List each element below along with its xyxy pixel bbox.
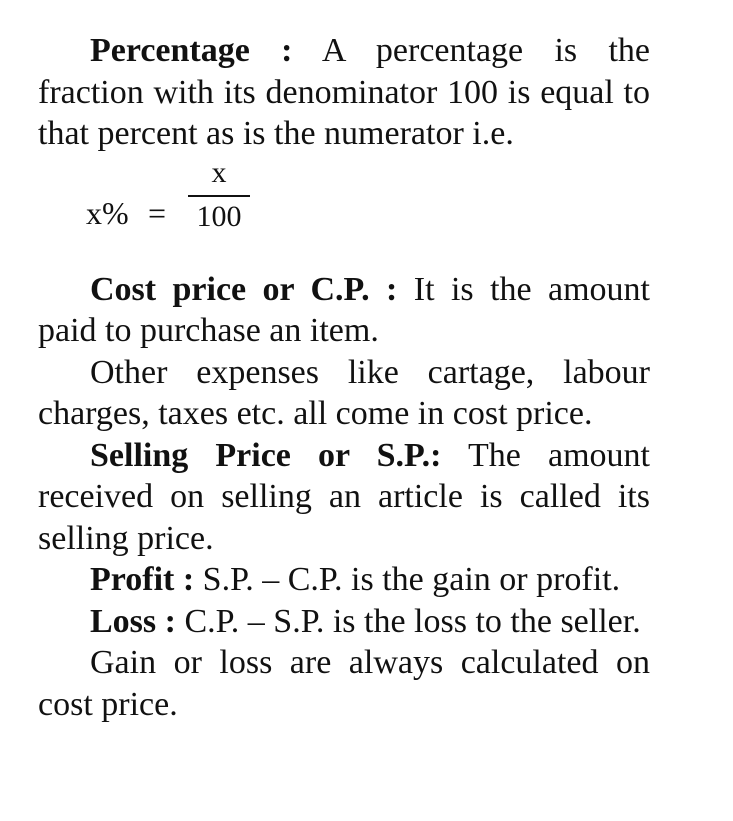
- other-expenses-paragraph: [38, 352, 650, 435]
- gain-or-loss-text: Gain or loss are always calculated on cost price.: [38, 644, 650, 723]
- formula-fraction: [186, 155, 252, 237]
- gain-or-loss-paragraph: [38, 642, 650, 725]
- formula-equals-sign: =: [148, 194, 167, 231]
- other-expenses-text: Other expenses like cartage, labour charges, taxes etc. all come in cost price.: [38, 353, 650, 432]
- selling-price-term: Selling Price or S.P.:: [90, 436, 442, 474]
- loss-term: Loss :: [90, 602, 176, 640]
- formula-lhs: x%: [86, 194, 129, 231]
- profit-text: S.P. – C.P. is the gain or profit.: [194, 561, 621, 598]
- profit-term: Profit :: [90, 561, 195, 598]
- cost-price-text: It is the amount paid to purchase an item.: [38, 270, 650, 349]
- document-page: [38, 30, 650, 725]
- loss-text: C.P. – S.P. is the loss to the seller.: [175, 602, 641, 640]
- cost-price-term: Cost price or C.P. :: [90, 270, 398, 308]
- selling-price-definition: [38, 435, 650, 560]
- profit-definition: [38, 559, 650, 601]
- formula-denominator: 100: [196, 199, 242, 233]
- percentage-definition: [38, 30, 650, 155]
- percentage-formula: [38, 155, 650, 269]
- percentage-term: Percentage :: [90, 32, 293, 69]
- loss-definition: [38, 601, 650, 643]
- percentage-text: A percentage is the fraction with its denominator 100 is equal to that percent as is the numerator i.e.: [38, 32, 650, 152]
- cost-price-definition: [38, 269, 650, 352]
- selling-price-text: The amount received on selling an article is called its selling price.: [38, 436, 650, 557]
- formula-numerator: x: [211, 155, 227, 189]
